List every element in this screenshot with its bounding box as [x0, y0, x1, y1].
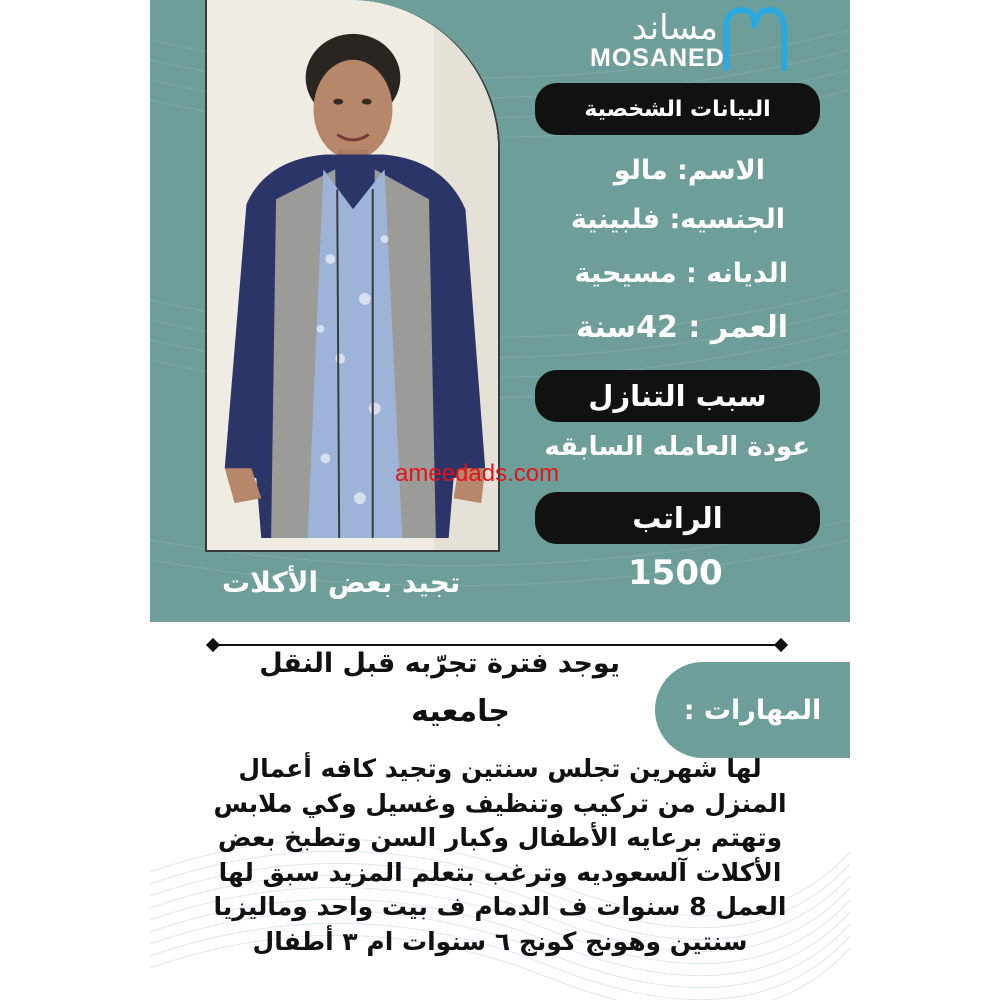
skills-description	[190, 752, 810, 959]
transfer-reason-header: سبب التنازل	[535, 370, 820, 422]
salary-header: الراتب	[535, 492, 820, 544]
skills-line: لها شهرين تجلس سنتين وتجيد كافه أعمال	[238, 754, 762, 783]
profile-header-panel	[150, 0, 850, 622]
skills-line: الأكلات آلسعوديه وترغب بتعلم المزيد سبق لها	[218, 857, 782, 887]
worker-name: الاسم: مالو	[613, 155, 765, 186]
salary-value: 1500	[628, 553, 723, 593]
transfer-reason-text: عودة العامله السابقه	[544, 432, 810, 462]
education-text: جامعيه	[411, 694, 510, 729]
maid-profile-card	[150, 0, 850, 1000]
skills-label: المهارات :	[655, 662, 850, 758]
worker-age: العمر : 42سنة	[576, 310, 788, 345]
watermark-text: ameedads.com	[395, 460, 560, 487]
mosaned-logo	[590, 4, 790, 74]
skills-line: وتهتم برعايه الأطفال وكبار السن وتطبخ بعض	[217, 823, 783, 852]
skills-line: المنزل من تركيب وتنظيف وغسيل وكي ملابس	[213, 788, 787, 818]
worker-religion: الديانه : مسيحية	[574, 258, 788, 289]
logo-english-text: MOSANED	[590, 44, 725, 72]
section-divider	[212, 644, 784, 646]
photo-caption: تجيد بعض الأكلات	[222, 566, 461, 599]
skills-line: سنتين وهونج كونج ٦ سنوات ام ٣ أطفال	[252, 926, 748, 956]
personal-info-header: البيانات الشخصية	[535, 83, 820, 135]
logo-m-icon	[720, 4, 790, 72]
skills-line: العمل 8 سنوات ف الدمام ف بيت واحد وماليزيا	[213, 892, 787, 921]
logo-arabic-text: مساند	[631, 8, 718, 48]
worker-nationality: الجنسيه: فلبينية	[570, 204, 785, 235]
trial-period-text: يوجد فترة تجرّبه قبل النقل	[259, 648, 620, 679]
